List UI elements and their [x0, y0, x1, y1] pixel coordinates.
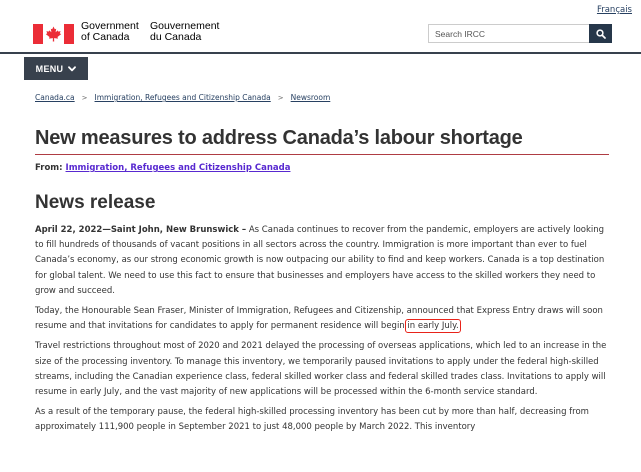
- title-underline: [35, 154, 609, 155]
- wordmark-english[interactable]: [81, 21, 139, 43]
- breadcrumb-link-ircc[interactable]: Immigration, Refugees and Citizenship Canada: [94, 93, 271, 102]
- breadcrumb-link-canada[interactable]: Canada.ca: [35, 93, 75, 102]
- paragraph-2: [35, 304, 615, 334]
- header-divider: [0, 52, 641, 54]
- flag-center: [43, 24, 64, 44]
- wordmark-fr-line1: Gouvernement: [150, 20, 220, 32]
- search-form: [428, 24, 612, 43]
- paragraph-3: Travel restrictions throughout most of 2020 and 2021 delayed the processing of overseas applications, which led to an increase in the size of the processing inventory. To manage this inventory, we temporarily paused invitations to apply under the federal high-skilled streams, including the Canadian experience class, federal skilled worker class and federal skilled trades class. Invitations to apply will resume in early July, and the vast majority of new applications will be processed within the 6-month service standard.: [35, 341, 607, 398]
- page-title: New measures to address Canada’s labour shortage: [35, 127, 523, 149]
- maple-leaf-icon: [45, 26, 62, 42]
- highlighted-phrase: in early July.: [407, 321, 459, 332]
- wordmark-french[interactable]: [150, 21, 219, 43]
- paragraph-2-text: Today, the Honourable Sean Fraser, Minister of Immigration, Refugees and Citizenship, announced that Express Entry draws will soon resume and that invitations for candidates to apply for permanent residence will begin: [35, 306, 603, 332]
- paragraph-1-text: As Canada continues to recover from the pandemic, employers are actively looking to fill hundreds of thousands of vacant positions in all sectors across the country. Immigration is more important than ever to fuel Canada’s economy, as our strong economic growth is now outpacing our ability to find and keep workers. Canada is a top destination for global talent. We need to use this fact to ensure that businesses and employers have access to the skilled workers they need to grow and succeed.: [35, 225, 605, 296]
- from-department-link[interactable]: Immigration, Refugees and Citizenship Canada: [65, 163, 291, 173]
- paragraph-1: [35, 223, 615, 299]
- breadcrumb-separator: >: [81, 93, 88, 102]
- breadcrumb-separator: >: [277, 93, 284, 102]
- dateline: April 22, 2022—Saint John, New Brunswick –: [35, 225, 247, 235]
- menu-button[interactable]: [24, 57, 88, 80]
- chevron-down-icon: [68, 66, 76, 72]
- paragraph-4: As a result of the temporary pause, the federal high-skilled processing inventory has been cut by more than half, decreasing from approximately 111,900 people in September 2021 to just 48,000 people by March 2022. This inventory: [35, 407, 589, 433]
- canada-flag-icon[interactable]: [33, 24, 74, 44]
- wordmark-en-line2: of Canada: [81, 31, 130, 43]
- flag-left-bar: [33, 24, 43, 44]
- breadcrumb-link-newsroom[interactable]: Newsroom: [290, 93, 331, 102]
- search-button[interactable]: [589, 24, 612, 43]
- from-line: [35, 163, 290, 173]
- from-label: From:: [35, 163, 63, 173]
- flag-right-bar: [64, 24, 74, 44]
- wordmark-fr-line2: du Canada: [150, 31, 202, 43]
- search-input[interactable]: [428, 24, 589, 43]
- breadcrumb: [35, 93, 330, 102]
- language-toggle-link[interactable]: Français: [596, 5, 632, 15]
- search-icon: [596, 29, 606, 39]
- article-body: [35, 223, 615, 441]
- wordmark-en-line1: Government: [81, 20, 139, 32]
- section-title: News release: [35, 192, 156, 213]
- menu-label: MENU: [35, 63, 64, 74]
